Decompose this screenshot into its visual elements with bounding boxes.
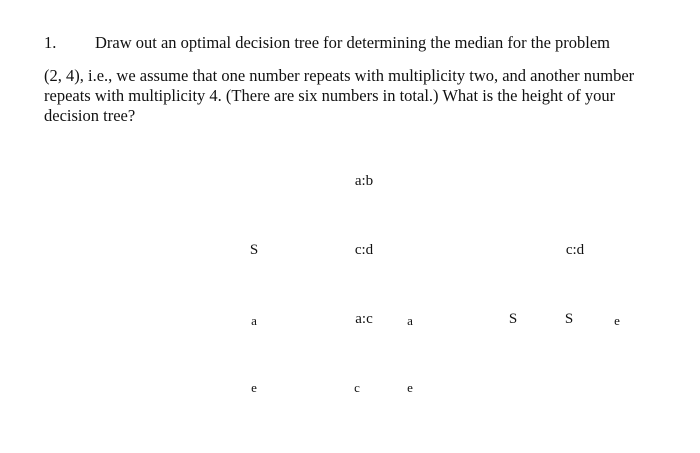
- tree-root-node: a:b: [354, 173, 374, 189]
- tree-node-level2-1: a: [251, 313, 257, 328]
- tree-node-level1-right: c:d: [565, 242, 585, 258]
- question-first-line: Draw out an optimal decision tree for determining the median for the problem: [95, 33, 611, 52]
- tree-node-level2-2: a:c: [355, 311, 373, 327]
- question-number: 1.: [44, 33, 57, 52]
- tree-node-level2-6: e: [614, 313, 620, 328]
- tree-node-level3-2: c: [354, 380, 360, 395]
- tree-node-level1-mid: c:d: [354, 242, 374, 258]
- tree-node-level2-5: S: [564, 311, 574, 327]
- tree-node-level3-3: e: [407, 380, 413, 395]
- question-body: (2, 4), i.e., we assume that one number repeats with multiplicity two, and another number repeats with multiplicity 4. (There are six numbers in total.) What is the height of your decision tree?: [44, 66, 635, 125]
- tree-node-level2-3: a: [407, 313, 413, 328]
- tree-node-level3-1: e: [251, 380, 257, 395]
- tree-node-level1-left: S: [249, 242, 259, 258]
- tree-node-level2-4: S: [508, 311, 518, 327]
